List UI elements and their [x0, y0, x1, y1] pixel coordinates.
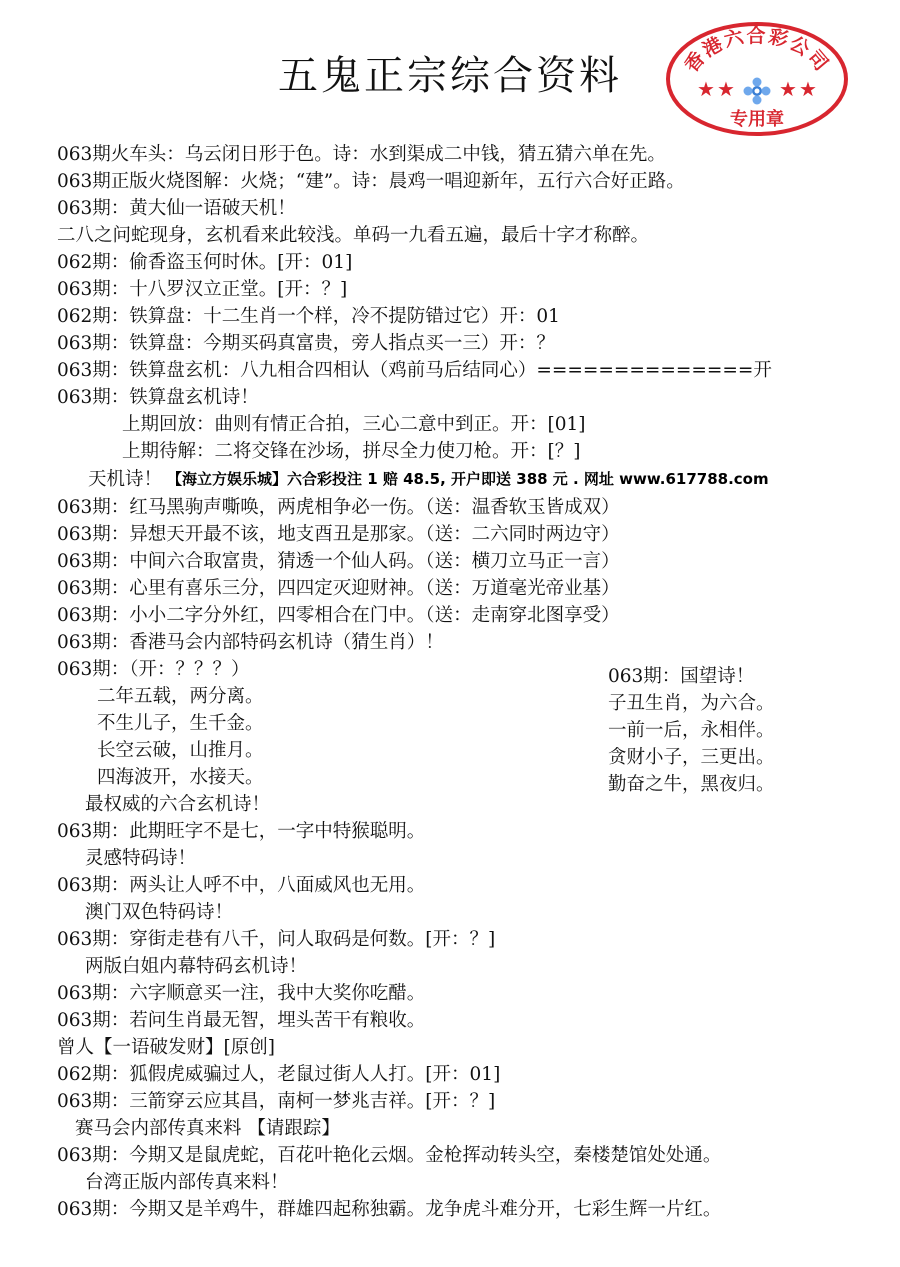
text-line: 063期：穿街走巷有八千，问人取码是何数。[开：？]: [57, 929, 496, 950]
svg-text:★: ★: [717, 77, 735, 101]
text-line: 063期：铁算盘：今期买码真富贵，旁人指点买一三）开：？: [57, 333, 555, 354]
text-line: 062期：狐假虎威骗过人，老鼠过街人人打。[开：01]: [57, 1064, 501, 1085]
text-line: 063期：香港马会内部特码玄机诗（猜生肖）！: [57, 632, 444, 653]
text-line: 上期待解：二将交锋在沙场，拼尽全力使刀枪。开：[？]: [122, 441, 581, 462]
svg-text:专用章: 专用章: [730, 109, 784, 130]
right-poem-line: 子丑生肖，为六合。: [608, 693, 775, 714]
section-heading: 天机诗！: [88, 469, 163, 490]
right-poem-line: 勤奋之牛，黑夜归。: [608, 774, 775, 795]
text-line: 063期：两头让人呼不中，八面威风也无用。: [57, 875, 426, 896]
right-poem-line: 一前一后，永相伴。: [608, 720, 775, 741]
poem-line: 二年五载，两分离。: [97, 686, 264, 707]
text-line: 063期：三箭穿云应其昌，南柯一梦兆吉祥。[开：？]: [57, 1091, 496, 1112]
text-line: 063期正版火烧图解：火烧；“建”。诗：晨鸡一唱迎新年，五行六合好正路。: [57, 171, 685, 192]
section-heading: 灵感特码诗！: [85, 848, 197, 869]
poem-line: 四海波开，水接天。: [97, 767, 264, 788]
svg-text:香港六合彩公司: 香港六合彩公司: [680, 25, 834, 77]
text-line: 063期火车头：乌云闭日形于色。诗：水到渠成二中钱，猜五猜六单在先。: [57, 144, 666, 165]
text-line: 063期：铁算盘玄机诗！: [57, 387, 259, 408]
svg-text:★: ★: [799, 77, 817, 101]
company-seal: [664, 20, 850, 138]
section-heading: 两版白姐内幕特码玄机诗！: [85, 956, 308, 977]
section-heading: 台湾正版内部传真来料！: [85, 1172, 289, 1193]
flower-icon: [744, 78, 771, 105]
text-line: 062期：铁算盘：十二生肖一个样，冷不提防错过它）开：01: [57, 306, 560, 327]
text-line: 063期：此期旺字不是七，一字中特猴聪明。: [57, 821, 426, 842]
text-line: 063期：异想天开最不该，地支酉丑是那家。（送：二六同时两边守）: [57, 524, 620, 545]
text-line: 063期：中间六合取富贵，猜透一个仙人码。（送：横刀立马正一言）: [57, 551, 620, 572]
text-line: 063期：红马黑驹声嘶唤，两虎相争必一伤。（送：温香软玉皆成双）: [57, 497, 620, 518]
section-heading: 曾人【一语破发财】[原创]: [57, 1037, 275, 1058]
text-line: 063期：今期又是鼠虎蛇，百花叶艳化云烟。金枪挥动转头空，秦楼楚馆处处通。: [57, 1145, 722, 1166]
page-title: 五鬼正宗综合资料: [278, 53, 622, 99]
text-line: 二八之问蛇现身，玄机看来此较浅。单码一九看五遍，最后十字才称醉。: [57, 225, 650, 246]
right-poem-heading: 063期：国望诗！: [608, 666, 755, 687]
text-line: 063期：今期又是羊鸡牛，群雄四起称独霸。龙争虎斗难分开，七彩生辉一片红。: [57, 1199, 722, 1220]
text-line: 063期：六字顺意买一注，我中大奖你吃醋。: [57, 983, 426, 1004]
svg-text:★: ★: [779, 77, 797, 101]
text-line: 063期：若问生肖最无智，埋头苦干有粮收。: [57, 1010, 426, 1031]
poem-line: 长空云破，山推月。: [97, 740, 264, 761]
text-line: 063期：（开：？？？）: [57, 659, 250, 680]
right-poem-line: 贪财小子，三更出。: [608, 747, 775, 768]
text-line: 063期：铁算盘玄机：八九相合四相认（鸡前马后结同心）==============开: [57, 360, 772, 381]
text-line: 063期：十八罗汉立正堂。[开：？]: [57, 279, 348, 300]
section-heading: 澳门双色特码诗！: [85, 902, 234, 923]
text-line: 上期回放：曲则有情正合拍，三心二意中到正。开：[01]: [122, 414, 586, 435]
section-heading: 赛马会内部传真来料 【请跟踪】: [75, 1118, 340, 1139]
svg-text:★: ★: [697, 77, 715, 101]
poem-line: 不生儿子，生千金。: [97, 713, 264, 734]
ad-banner-text: 【海立方娱乐城】六合彩投注 1 赔 48.5, 开户即送 388 元 . 网址 www.617788.com: [167, 470, 769, 488]
section-heading: 最权威的六合玄机诗！: [85, 794, 271, 815]
text-line: 063期：黄大仙一语破天机！: [57, 198, 296, 219]
text-line: 063期：小小二字分外红，四零相合在门中。（送：走南穿北图享受）: [57, 605, 620, 626]
text-line: 062期：偷香盗玉何时休。[开：01]: [57, 252, 353, 273]
text-line: 063期：心里有喜乐三分，四四定灭迎财神。（送：万道毫光帝业基）: [57, 578, 620, 599]
